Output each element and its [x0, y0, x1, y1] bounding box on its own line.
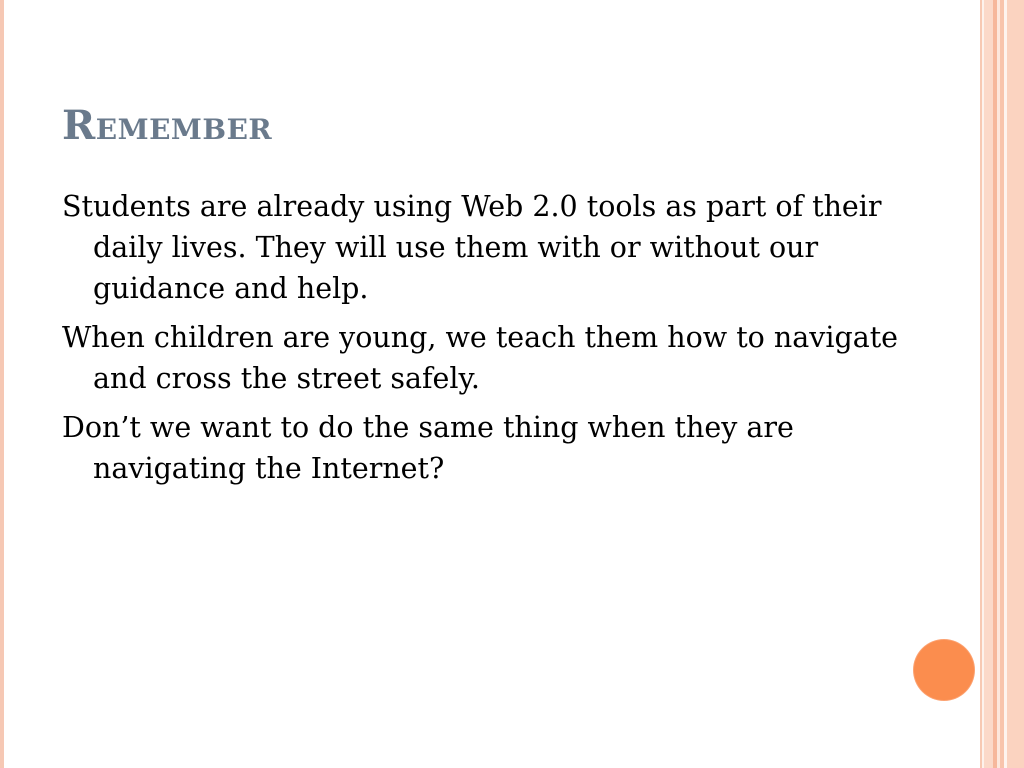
right-decorative-stripes: [980, 0, 1024, 768]
left-border-stripe: [0, 0, 4, 768]
body-paragraph: When children are young, we teach them how to navigate and cross the street safely.: [62, 321, 899, 395]
slide-body: [62, 186, 902, 497]
body-paragraph: Students are already using Web 2.0 tools as part of their daily lives. They will use them with or without our guidance and help.: [62, 190, 882, 305]
stripe: [984, 0, 993, 768]
stripe: [1007, 0, 1024, 768]
accent-circle: [914, 640, 974, 700]
body-paragraph: Don’t we want to do the same thing when they are navigating the Internet?: [62, 411, 794, 485]
slide-title: Remember: [62, 102, 273, 149]
